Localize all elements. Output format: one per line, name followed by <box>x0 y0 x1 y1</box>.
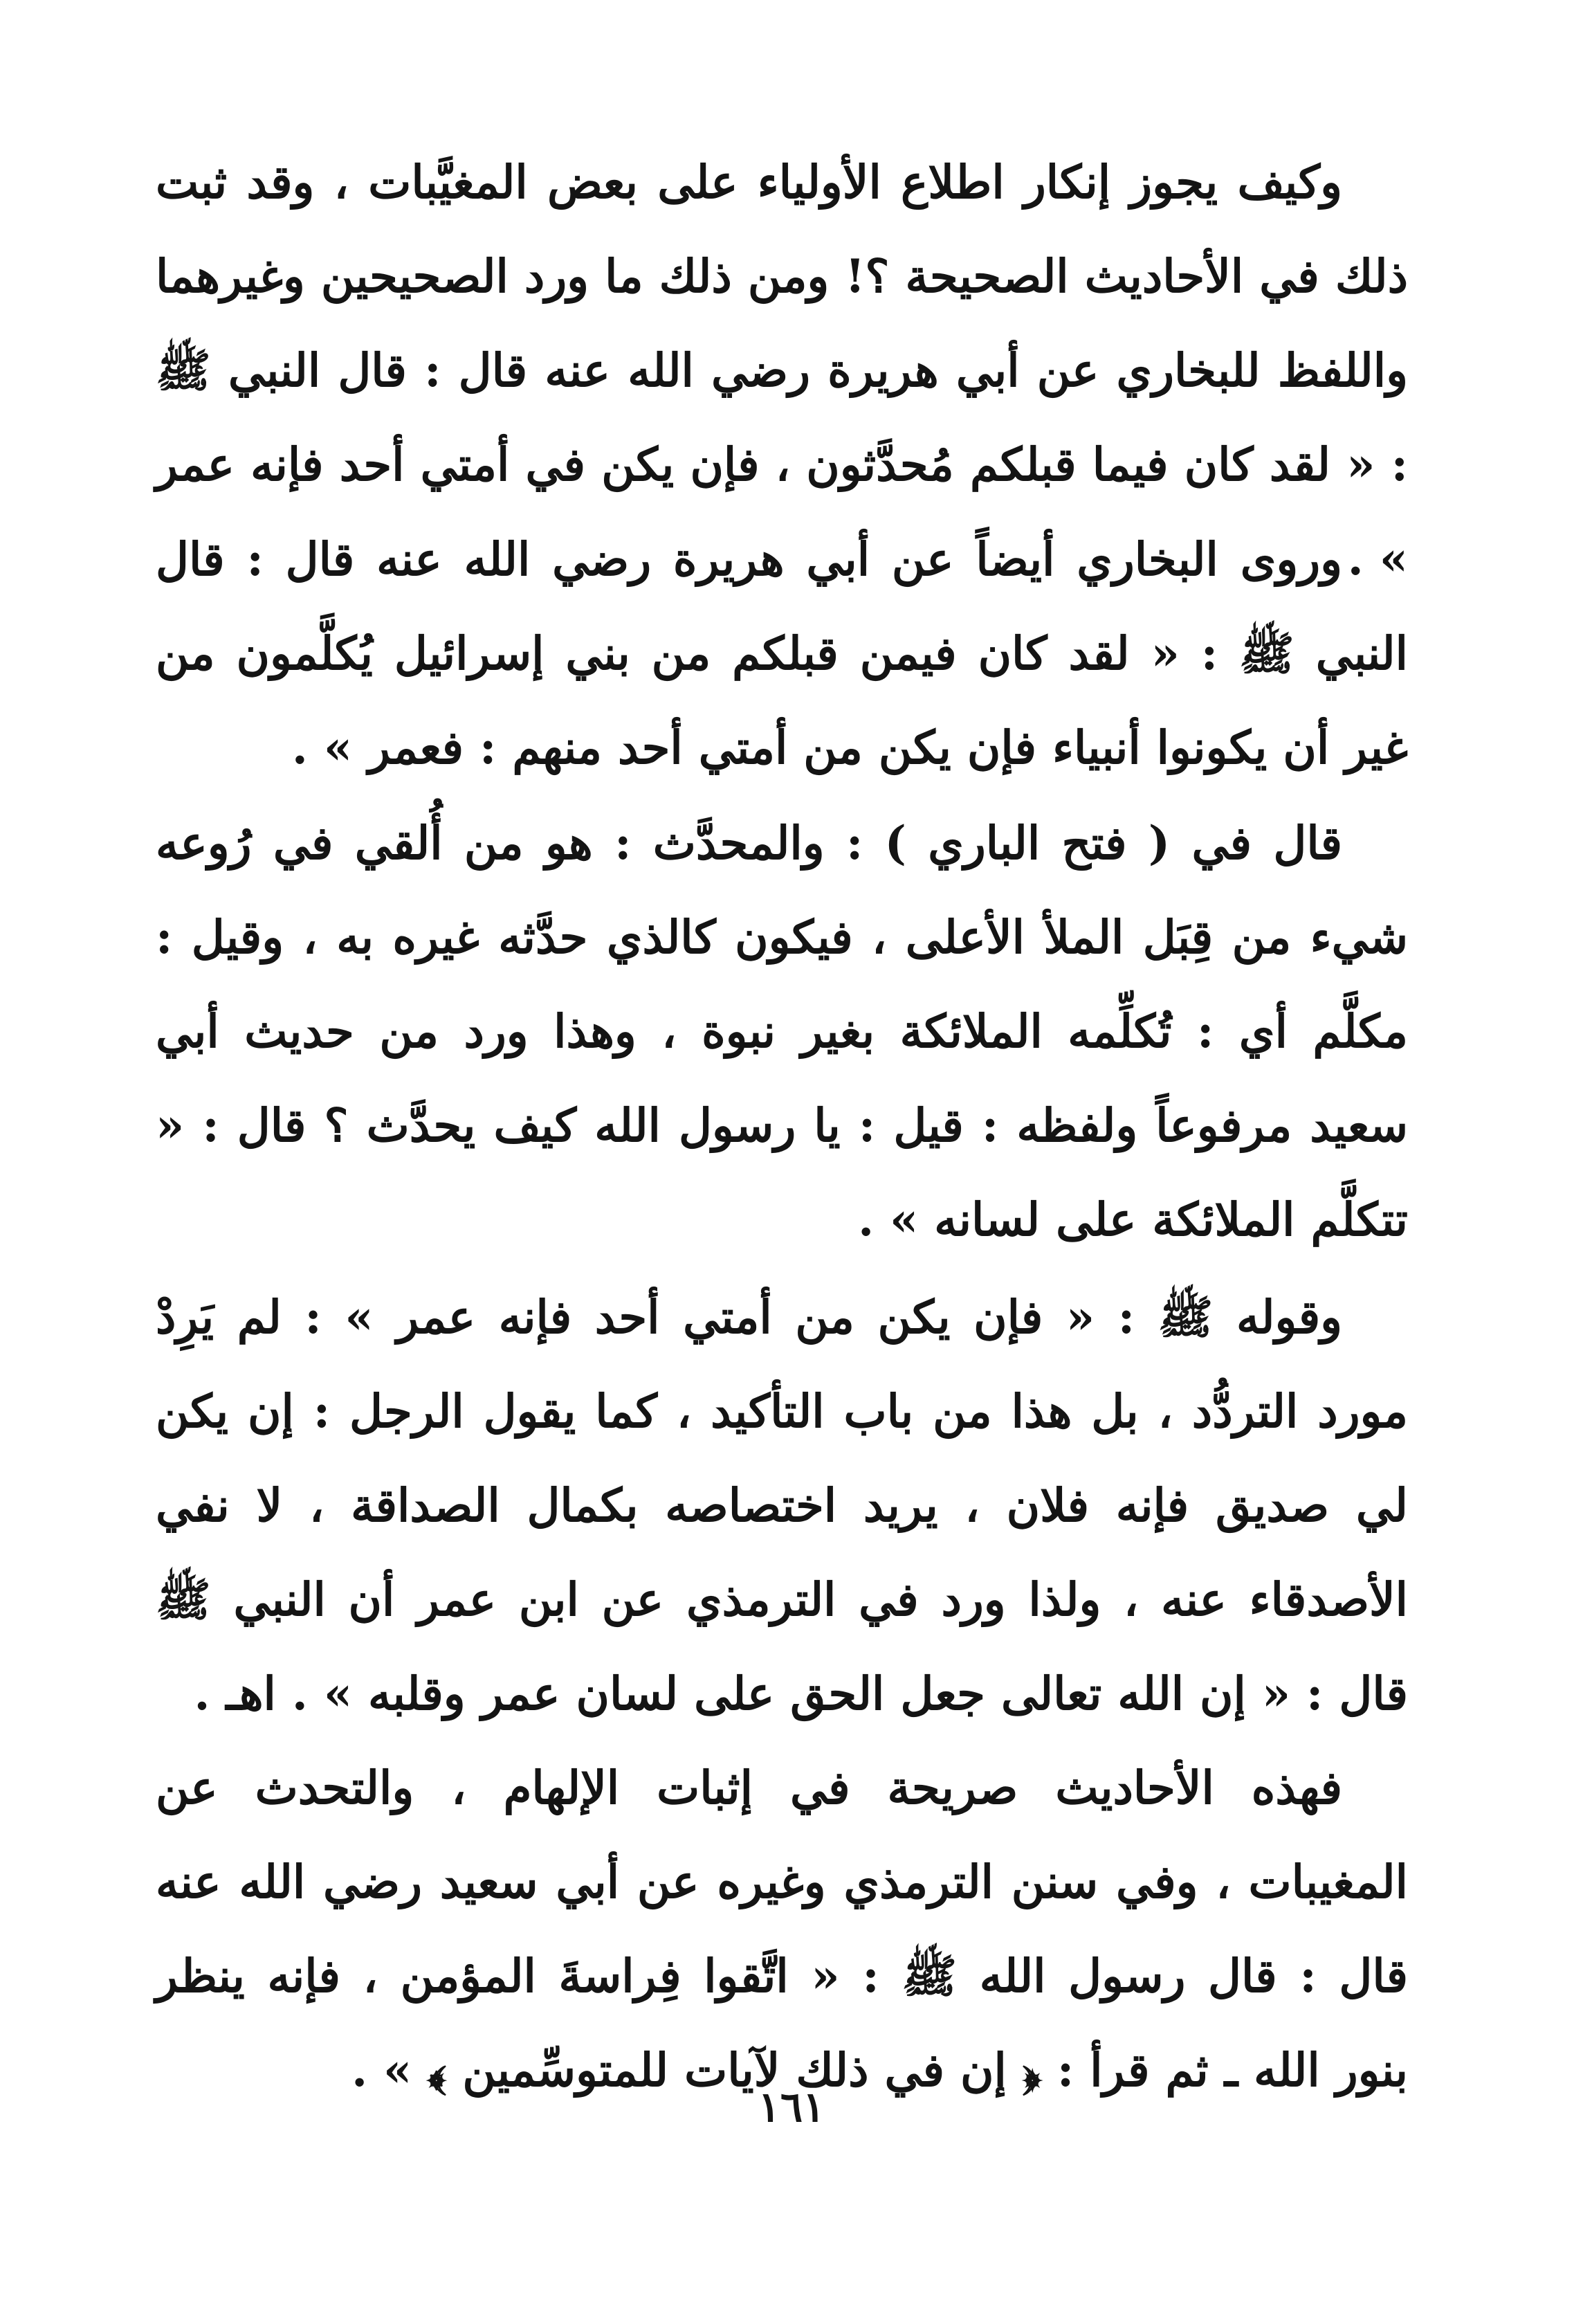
paragraph-3-text: قال في ( فتح الباري ) : والمحدَّث : هو من أُلقي في رُوعه شيء من قِبَل الملأ الأعلى ، فيكون كالذي حدَّثه غيره به ، وقيل : مكلَّم أي : تُكلِّمه الملائكة بغير نبوة ، وهذا ورد من حديث أبي سعيد مرفوعاً ولفظه : قيل : يا رسول الله كيف يحدَّث ؟ قال : « تتكلَّم الملائكة على لسانه » . <box>156 816 1408 1246</box>
page-number: ١٦١ <box>758 2083 825 2132</box>
paragraph-2 <box>156 512 1408 795</box>
paragraph-3 <box>156 796 1408 1267</box>
paragraph-5 <box>156 1741 1408 2117</box>
paragraph-4-text: وقوله ﷺ : « فإن يكن من أمتي أحد فإنه عمر » : لم يَرِدْ مورد التردُّد ، بل هذا من باب التأكيد ، كما يقول الرجل : إن يكن لي صديق فإنه فلان ، يريد اختصاصه بكمال الصداقة ، لا نفي الأصدقاء عنه ، ولذا ورد في الترمذي عن ابن عمر أن النبي ﷺ قال : « إن الله تعالى جعل الحق على لسان عمر وقلبه » . اهـ . <box>156 1290 1408 1721</box>
paragraph-4 <box>156 1270 1408 1741</box>
paragraph-2-text: وروى البخاري أيضاً عن أبي هريرة رضي الله عنه قال : قال النبي ﷺ : « لقد كان فيمن قبلكم من بني إسرائيل يُكلَّمون من غير أن يكونوا أنبياء فإن يكن من أمتي أحد منهم : فعمر » . <box>156 532 1408 774</box>
paragraph-5-text: فهذه الأحاديث صريحة في إثبات الإلهام ، والتحدث عن المغيبات ، وفي سنن الترمذي وغيره عن أبي سعيد رضي الله عنه قال : قال رسول الله ﷺ : « اتَّقوا فِراسةَ المؤمن ، فإنه ينظر بنور الله ـ ثم قرأ : ﴿ إن في ذلك لآيات للمتوسِّمين ﴾ » . <box>156 1761 1408 2097</box>
paragraph-1-text: وكيف يجوز إنكار اطلاع الأولياء على بعض المغيَّبات ، وقد ثبت ذلك في الأحاديث الصحيحة ؟! ومن ذلك ما ورد الصحيحين وغيرهما واللفظ للبخاري عن أبي هريرة رضي الله عنه قال : قال النبي ﷺ : « لقد كان فيما قبلكم مُحدَّثون ، فإن يكن في أمتي أحد فإنه عمر » . <box>156 155 1408 585</box>
